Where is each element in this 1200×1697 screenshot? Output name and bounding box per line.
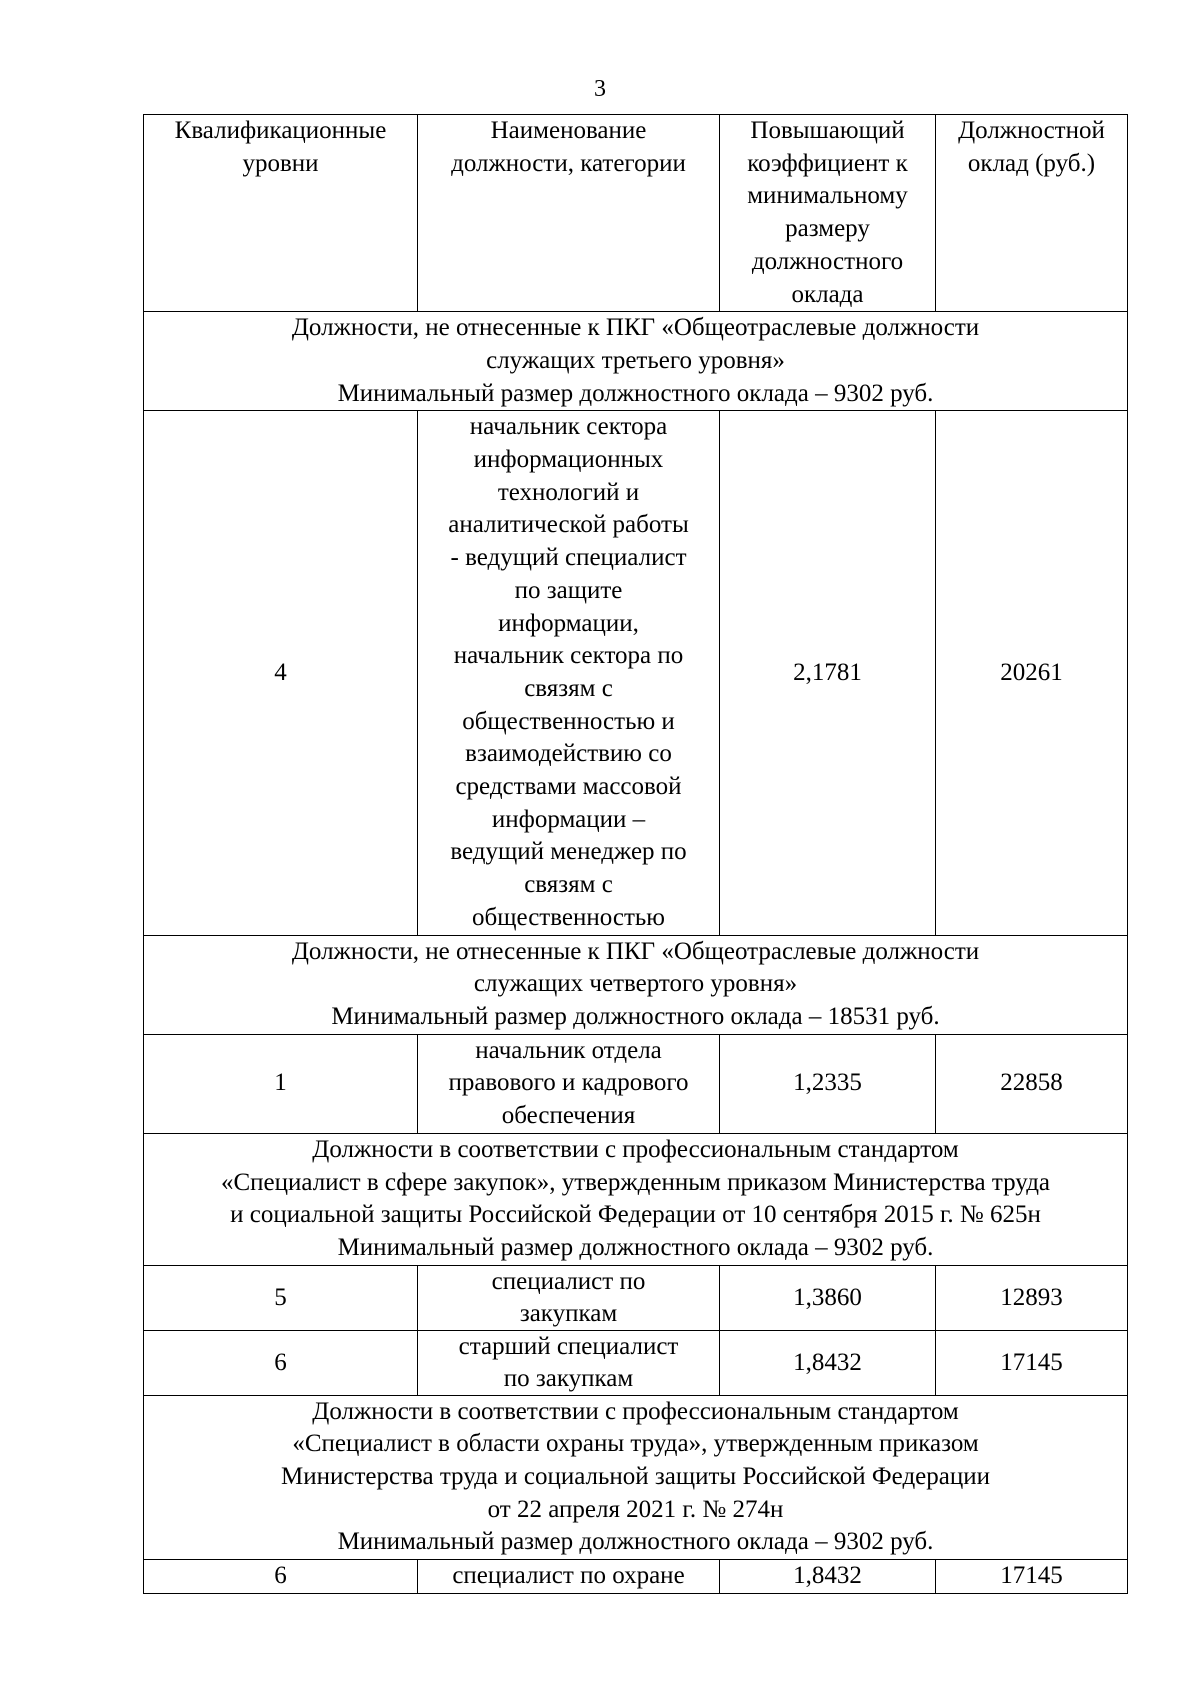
section-row [144, 935, 1128, 1034]
position-line: - ведущий специалист [450, 544, 687, 572]
position-line: связям с [524, 871, 613, 899]
position-line: по закупкам [503, 1364, 634, 1392]
section-line: служащих третьего уровня» [486, 346, 785, 374]
position-line: технологий и [497, 478, 640, 506]
header-line: размеру [785, 215, 870, 243]
position-line: начальник сектора по [453, 642, 684, 670]
header-line: Должностной [958, 117, 1105, 144]
cell-salary: 17145 [936, 1330, 1128, 1395]
position-line: связям с [524, 674, 613, 702]
section-title [144, 312, 1128, 411]
cell-coefficient: 2,1781 [720, 411, 936, 935]
table-row [144, 1265, 1128, 1330]
cell-level: 6 [144, 1560, 418, 1594]
header-line: коэффициент к [747, 149, 908, 177]
cell-coefficient: 1,2335 [720, 1034, 936, 1133]
position-line: информации, [498, 609, 639, 637]
section-title [144, 1395, 1128, 1560]
section-row [144, 1395, 1128, 1560]
header-coefficient [720, 115, 936, 312]
section-line: Минимальный размер должностного оклада – 9302 руб. [337, 1528, 934, 1556]
section-title [144, 1133, 1128, 1265]
position-line: закупкам [519, 1299, 618, 1327]
cell-level: 1 [144, 1034, 418, 1133]
cell-coefficient: 1,8432 [720, 1330, 936, 1395]
cell-position [418, 411, 720, 935]
position-line: начальник сектора [469, 413, 668, 441]
section-line: Минимальный размер должностного оклада – 18531 руб. [331, 1002, 940, 1030]
cell-level: 6 [144, 1330, 418, 1395]
section-line: Должности, не отнесенные к ПКГ «Общеотраслевые должности [291, 314, 980, 342]
position-line: взаимодействию со [465, 740, 672, 768]
section-row [144, 312, 1128, 411]
section-line: и социальной защиты Российской Федерации от 10 сентября 2015 г. № 625н [230, 1201, 1041, 1229]
cell-coefficient: 1,3860 [720, 1265, 936, 1330]
position-line: правового и кадрового [448, 1069, 689, 1097]
cell-salary: 17145 [936, 1560, 1128, 1594]
section-line: Должности в соответствии с профессиональным стандартом [312, 1397, 959, 1425]
position-line: ведущий менеджер по [450, 838, 687, 866]
header-salary [936, 115, 1128, 312]
section-line: от 22 апреля 2021 г. № 274н [487, 1495, 784, 1523]
section-line: Минимальный размер должностного оклада – 9302 руб. [337, 1233, 934, 1261]
page-number: 3 [594, 76, 606, 102]
position-line: специалист по [491, 1267, 646, 1295]
section-line: Минимальный размер должностного оклада – 9302 руб. [337, 379, 934, 407]
section-line: «Специалист в области охраны труда», утвержденным приказом [292, 1430, 979, 1458]
position-line: обеспечения [501, 1102, 636, 1130]
section-line: Министерства труда и социальной защиты Российской Федерации [281, 1463, 990, 1491]
header-line: должности, категории [451, 149, 686, 177]
table-row [144, 411, 1128, 935]
salary-table [143, 114, 1128, 1594]
cell-salary: 12893 [936, 1265, 1128, 1330]
cell-position [418, 1330, 720, 1395]
position-line: начальник отдела [475, 1036, 662, 1064]
cell-salary: 20261 [936, 411, 1128, 935]
section-line: Должности в соответствии с профессиональным стандартом [312, 1135, 959, 1163]
header-row [144, 115, 1128, 312]
header-line: Наименование [490, 117, 647, 144]
position-line: по защите [514, 576, 623, 604]
header-line: уровни [242, 149, 319, 177]
header-line: Квалификационные [174, 117, 387, 144]
section-line: Должности, не отнесенные к ПКГ «Общеотраслевые должности [291, 937, 980, 965]
header-line: оклада [791, 280, 864, 308]
table-row [144, 1330, 1128, 1395]
position-line: общественностью и [462, 707, 675, 735]
cell-coefficient: 1,8432 [720, 1560, 936, 1594]
position-line: информации – [491, 805, 646, 833]
cell-level: 4 [144, 411, 418, 935]
table-body [144, 115, 1128, 1594]
cell-level: 5 [144, 1265, 418, 1330]
table-row [144, 1034, 1128, 1133]
cell-salary: 22858 [936, 1034, 1128, 1133]
position-line: общественностью [472, 903, 665, 931]
header-line: Повышающий [750, 117, 905, 144]
cell-position [418, 1034, 720, 1133]
table-row [144, 1560, 1128, 1594]
header-line: должностного [751, 247, 904, 275]
position-line: информационных [473, 446, 664, 474]
section-row [144, 1133, 1128, 1265]
cell-position [418, 1560, 720, 1594]
section-line: «Специалист в сфере закупок», утвержденным приказом Министерства труда [220, 1168, 1051, 1196]
position-line: старший специалист [458, 1332, 679, 1360]
position-line: средствами массовой [455, 773, 682, 801]
section-title [144, 935, 1128, 1034]
section-line: служащих четвертого уровня» [473, 970, 798, 998]
header-level [144, 115, 418, 312]
header-line: оклад (руб.) [967, 149, 1096, 177]
header-line: минимальному [747, 182, 908, 210]
cell-position [418, 1265, 720, 1330]
header-position [418, 115, 720, 312]
position-line: аналитической работы [448, 511, 689, 539]
position-line: специалист по охране [452, 1562, 685, 1590]
